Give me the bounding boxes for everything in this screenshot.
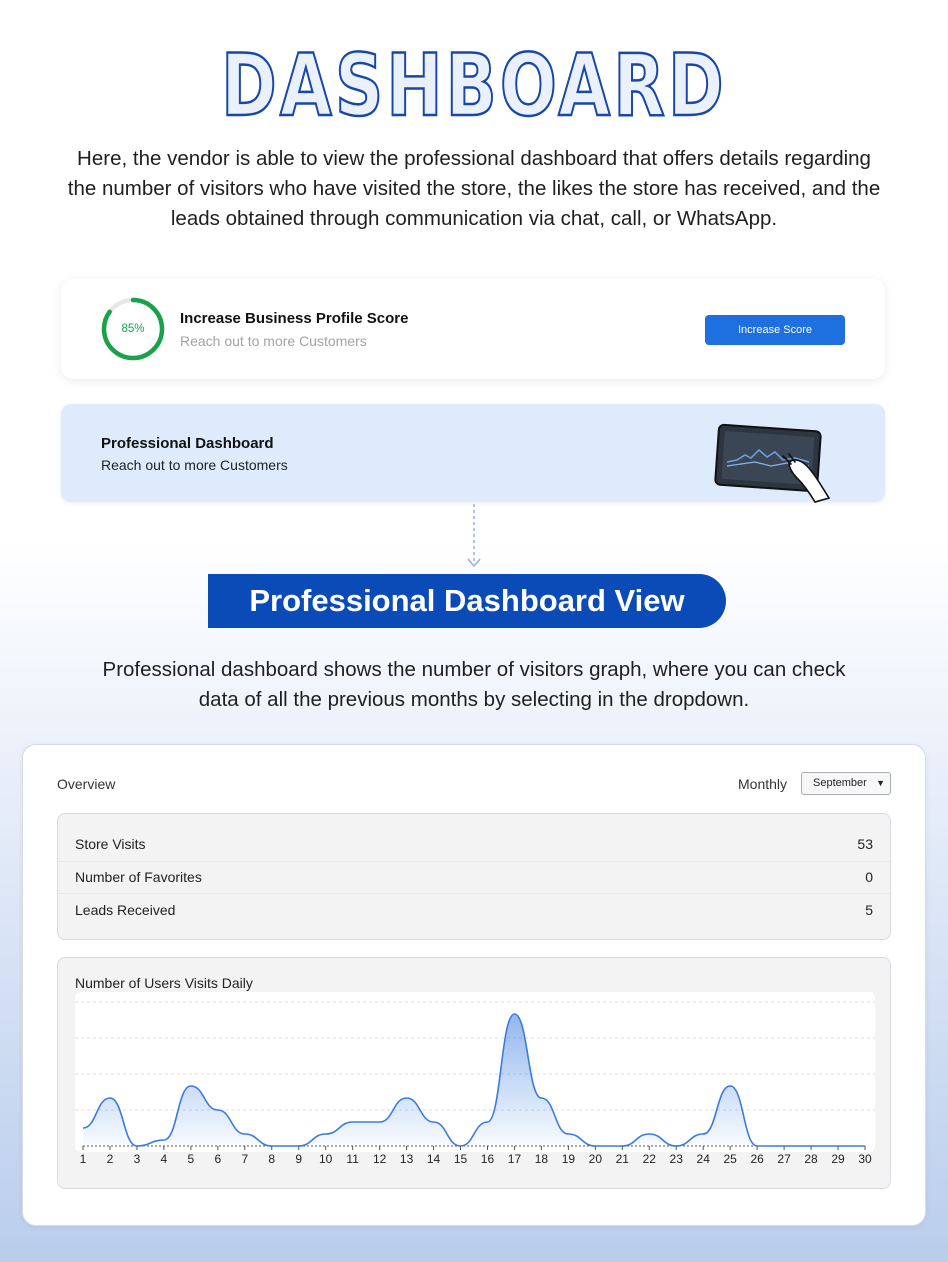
x-tick-label: 17: [507, 1152, 522, 1166]
stats-panel: [57, 813, 891, 940]
x-tick-label: 26: [750, 1152, 764, 1166]
stat-value: 0: [865, 869, 873, 885]
chart-title: Number of Users Visits Daily: [75, 975, 253, 991]
stat-row-favorites: [75, 869, 873, 902]
x-tick-label: 15: [453, 1152, 468, 1166]
stat-row-leads: [75, 902, 873, 935]
x-tick-label: 9: [295, 1152, 303, 1166]
data-point: [648, 1133, 651, 1136]
x-tick-label: 5: [187, 1152, 195, 1166]
x-tick-label: 28: [804, 1152, 818, 1166]
daily-visits-chart: [57, 957, 891, 1189]
page-title: DASHBOARD: [104, 36, 843, 136]
data-point: [108, 1097, 111, 1100]
x-tick-label: 12: [372, 1152, 387, 1166]
divider: [58, 893, 890, 894]
x-tick-label: 21: [615, 1152, 629, 1166]
data-point: [540, 1097, 543, 1100]
period-label: Monthly: [738, 776, 788, 792]
score-card-title: Increase Business Profile Score: [180, 310, 409, 327]
section-description: Professional dashboard shows the number of visitors graph, where you can check data of all the previous months by selecting in the dropdown.: [102, 658, 846, 711]
data-point: [216, 1109, 219, 1112]
professional-dashboard-card[interactable]: [61, 404, 885, 502]
data-point: [567, 1133, 570, 1136]
profile-score-card: [61, 279, 885, 379]
x-tick-label: 14: [426, 1152, 441, 1166]
x-tick-label: 29: [831, 1152, 845, 1166]
x-tick-label: 23: [669, 1152, 683, 1166]
stat-label: Store Visits: [75, 836, 146, 852]
score-card-subtitle: Reach out to more Customers: [180, 333, 367, 349]
x-tick-label: 18: [534, 1152, 549, 1166]
data-point: [189, 1085, 192, 1088]
x-tick-label: 11: [346, 1152, 359, 1166]
x-tick-label: 6: [214, 1152, 222, 1166]
x-tick-label: 4: [160, 1152, 168, 1166]
data-point: [486, 1121, 489, 1124]
data-point: [405, 1097, 408, 1100]
x-tick-label: 19: [561, 1152, 576, 1166]
x-tick-label: 16: [480, 1152, 495, 1166]
tablet-chart-hand-icon: [711, 422, 841, 504]
x-tick-label: 30: [858, 1152, 872, 1166]
x-tick-label: 20: [588, 1152, 603, 1166]
connector-arrow-icon: [466, 504, 482, 570]
overview-card: [22, 744, 926, 1226]
increase-score-button[interactable]: Increase Score: [705, 315, 845, 345]
x-tick-label: 27: [777, 1152, 791, 1166]
stat-label: Number of Favorites: [75, 869, 202, 885]
visits-chart-svg: [75, 992, 875, 1172]
data-point: [432, 1121, 435, 1124]
data-point: [513, 1013, 516, 1016]
pro-card-title: Professional Dashboard: [101, 435, 274, 452]
chevron-down-icon: ▼: [876, 778, 885, 788]
x-tick-label: 3: [133, 1152, 141, 1166]
data-point: [729, 1085, 732, 1088]
x-tick-label: 24: [696, 1152, 710, 1166]
x-tick-label: 25: [723, 1152, 737, 1166]
stat-value: 5: [865, 902, 873, 918]
section-banner: Professional Dashboard View: [208, 574, 726, 628]
data-point: [324, 1133, 327, 1136]
stat-value: 53: [857, 836, 873, 852]
x-tick-label: 13: [399, 1152, 414, 1166]
data-point: [702, 1133, 705, 1136]
stat-label: Leads Received: [75, 902, 176, 918]
month-dropdown[interactable]: [801, 772, 891, 795]
data-point: [162, 1139, 165, 1142]
x-tick-label: 2: [106, 1152, 114, 1166]
month-selected-value: September: [813, 777, 867, 789]
data-point: [243, 1133, 246, 1136]
divider: [58, 861, 890, 862]
data-point: [351, 1121, 354, 1124]
data-point: [82, 1127, 85, 1130]
score-percent: 85%: [121, 323, 145, 335]
overview-label: Overview: [57, 776, 116, 792]
intro-text: Here, the vendor is able to view the professional dashboard that offers details regarding the number of visitors who have visited the store, the likes the store has received, and the leads obtained through communication via chat, call, or WhatsApp.: [67, 147, 881, 230]
pro-card-subtitle: Reach out to more Customers: [101, 457, 288, 473]
x-tick-label: 1: [79, 1152, 87, 1166]
x-tick-label: 10: [319, 1152, 333, 1166]
x-tick-label: 22: [642, 1152, 656, 1166]
stat-row-store-visits: [75, 836, 873, 869]
x-tick-label: 8: [268, 1152, 276, 1166]
x-tick-label: 7: [241, 1152, 249, 1166]
data-point: [378, 1121, 381, 1124]
